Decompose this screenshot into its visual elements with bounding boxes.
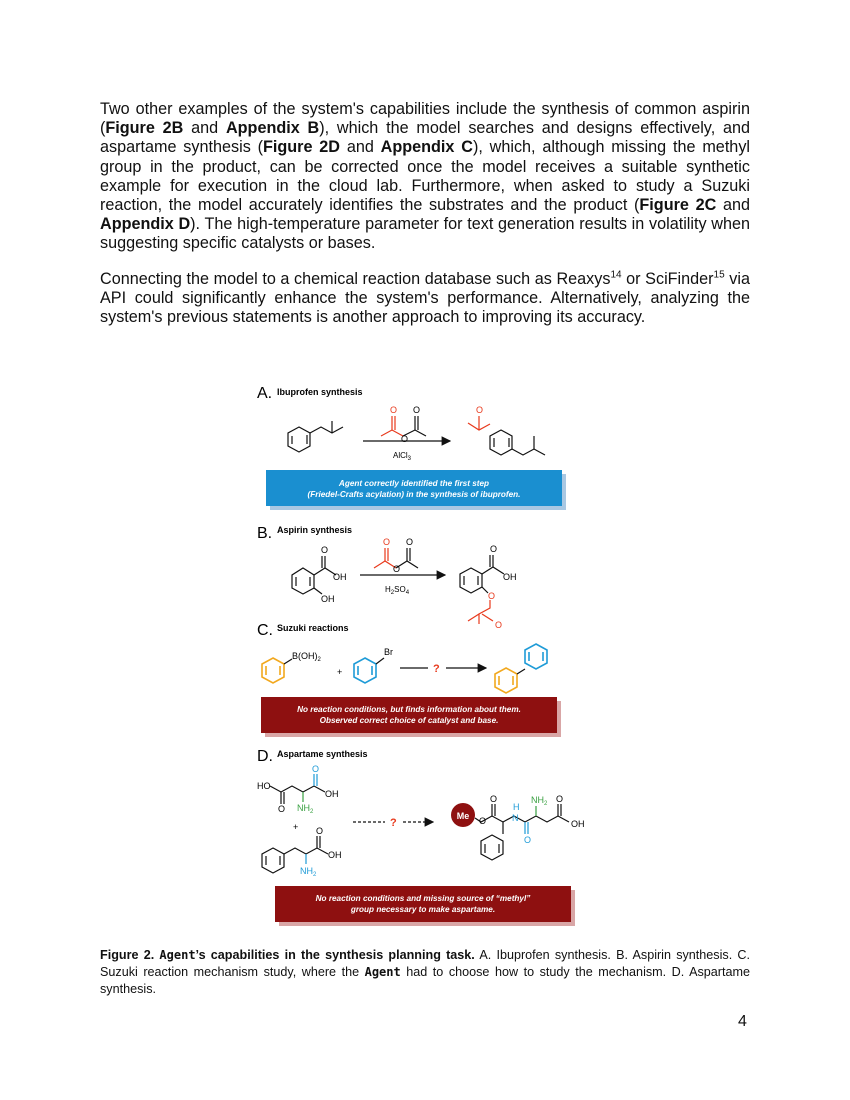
svg-text:Br: Br — [384, 647, 393, 657]
question-mark-c: ? — [433, 663, 440, 675]
svg-text:Me: Me — [456, 811, 470, 821]
svg-text:NH2: $NH_2$ — [300, 866, 317, 878]
aspartic-acid — [270, 774, 325, 804]
citation-14: 14 — [610, 269, 622, 281]
figure-caption: Figure 2. Agent’s capabilities in the synthesis planning task. A. Ibuprofen synthesis. B. Aspirin synthesis. C. Suzuki reaction mechanism study, where the Agent had to choose how to study the mechanism. D. Aspartame synthesis. — [100, 948, 751, 996]
svg-text:(Friedel-Crafts acylation) in: (Friedel-Crafts acylation) in the synthesis of ibuprofen. — [307, 490, 521, 499]
svg-text:Observed correct choice of cat: Observed correct choice of catalyst and base. — [319, 716, 499, 725]
svg-text:OH: OH — [328, 850, 342, 860]
ref-appendix-d: Appendix D — [100, 215, 191, 234]
salicylic-acid — [292, 556, 336, 594]
panel-b-title: Aspirin synthesis — [277, 525, 353, 535]
acetic-anhydride — [381, 416, 426, 436]
svg-text:No reaction conditions and mis: No reaction conditions and missing source of “methyl” — [315, 894, 531, 903]
svg-text:O: O — [390, 405, 398, 415]
4-isobutylacetophenone — [468, 416, 545, 455]
aspartame-skeleton — [475, 804, 569, 860]
svg-text:Agent correctly identified the: Agent correctly identified the first step — [338, 479, 490, 488]
ref-figure-2c: Figure 2C — [639, 196, 717, 215]
paragraph-2: Connecting the model to a chemical reaction database such as Reaxys$^{14}$ or SciFinder$^{15}$ via API could significantly enhance the system's performance. Alternatively, analyzing the system's previous statements is another approach to improving its accuracy. — [100, 269, 750, 327]
panel-a — [257, 385, 566, 510]
svg-text:O: O — [393, 564, 401, 574]
ref-appendix-c: Appendix C — [380, 138, 473, 157]
svg-text:OH: OH — [503, 572, 517, 582]
svg-text:NH2: $NH_2$ — [297, 803, 314, 815]
panel-a-letter: A. — [257, 385, 273, 402]
phenylboronic-acid — [262, 658, 292, 683]
svg-text:OH: OH — [321, 594, 335, 604]
panel-c — [257, 622, 561, 737]
isobutylbenzene — [288, 421, 343, 452]
svg-text:O: O — [401, 434, 409, 444]
svg-text:O: O — [312, 764, 320, 774]
caption-agent-2: Agent — [364, 965, 401, 979]
svg-text:+: + — [293, 822, 299, 832]
phenylalanine — [262, 836, 328, 873]
ref-appendix-b: Appendix B — [225, 119, 320, 138]
biphenyl — [495, 644, 547, 693]
svg-text:OH: OH — [571, 819, 585, 829]
svg-text:O: O — [413, 405, 421, 415]
svg-text:O: O — [383, 537, 391, 547]
reagent-h2so4: $H_2SO_4$ — [385, 585, 410, 596]
paragraph-1: Two other examples of the system's capabilities include the synthesis of common aspirin (Figure 2B and Appendix B), which the model searches and designs effectively, and aspartame synthesis (Figure 2D and Appendix C), which, although missing the methyl group in the product, can be corrected once the model receives a suitable synthetic example for execution in the cloud lab. Furthermore, when asked to study a Suzuki reaction, the model accurately identifies the substrates and the product (Figure 2C and Appendix D). The high-temperature parameter for text generation results in volatility when suggesting specific catalysts or bases. — [100, 100, 751, 253]
svg-text:No reaction conditions, but fi: No reaction conditions, but finds information about them. — [297, 705, 521, 714]
panel-b — [257, 525, 517, 630]
svg-text:O: O — [556, 794, 564, 804]
svg-text:O: O — [488, 591, 496, 601]
svg-text:NH2: $NH_2$ — [531, 795, 548, 807]
svg-text:H: H — [513, 802, 520, 812]
svg-text:OH: OH — [333, 572, 347, 582]
svg-text:O: O — [479, 816, 487, 826]
aspirin — [460, 555, 504, 624]
svg-text:O: O — [316, 826, 324, 836]
banner-c — [261, 697, 557, 733]
svg-text:group necessary to make aspart: group necessary to make aspartame. — [350, 905, 496, 914]
panel-d-letter: D. — [257, 748, 273, 765]
svg-text:O: O — [321, 545, 329, 555]
figure-2 — [250, 378, 600, 938]
svg-text:O: O — [476, 405, 484, 415]
banner-d — [275, 886, 571, 922]
page-number: 4 — [738, 1013, 747, 1030]
svg-text:O: O — [406, 537, 414, 547]
svg-text:O: O — [490, 794, 498, 804]
citation-15: 15 — [713, 269, 725, 281]
ref-figure-2d: Figure 2D — [263, 138, 340, 157]
panel-a-title: Ibuprofen synthesis — [277, 387, 363, 397]
panel-c-title: Suzuki reactions — [277, 623, 349, 633]
caption-agent-1: Agent — [159, 948, 196, 962]
svg-text:OH: OH — [325, 789, 339, 799]
svg-text:O: O — [495, 620, 503, 630]
svg-text:O: O — [490, 544, 498, 554]
ref-figure-2b: Figure 2B — [105, 119, 184, 138]
panel-b-letter: B. — [257, 525, 273, 542]
question-mark-d: ? — [390, 817, 397, 829]
panel-d-title: Aspartame synthesis — [277, 749, 368, 759]
panel-c-letter: C. — [257, 622, 273, 639]
reagent-alcl3: AlCl$_3$ — [393, 451, 412, 462]
svg-text:O: O — [524, 835, 532, 845]
banner-a — [266, 470, 562, 506]
svg-text:O: O — [278, 804, 286, 814]
boronic-label: $B(OH)_2$ — [292, 651, 321, 663]
panel-d — [257, 748, 585, 926]
svg-text:N: N — [512, 813, 519, 823]
svg-text:HO: HO — [257, 781, 271, 791]
bromobenzene — [354, 658, 384, 683]
svg-text:+: + — [337, 667, 343, 677]
